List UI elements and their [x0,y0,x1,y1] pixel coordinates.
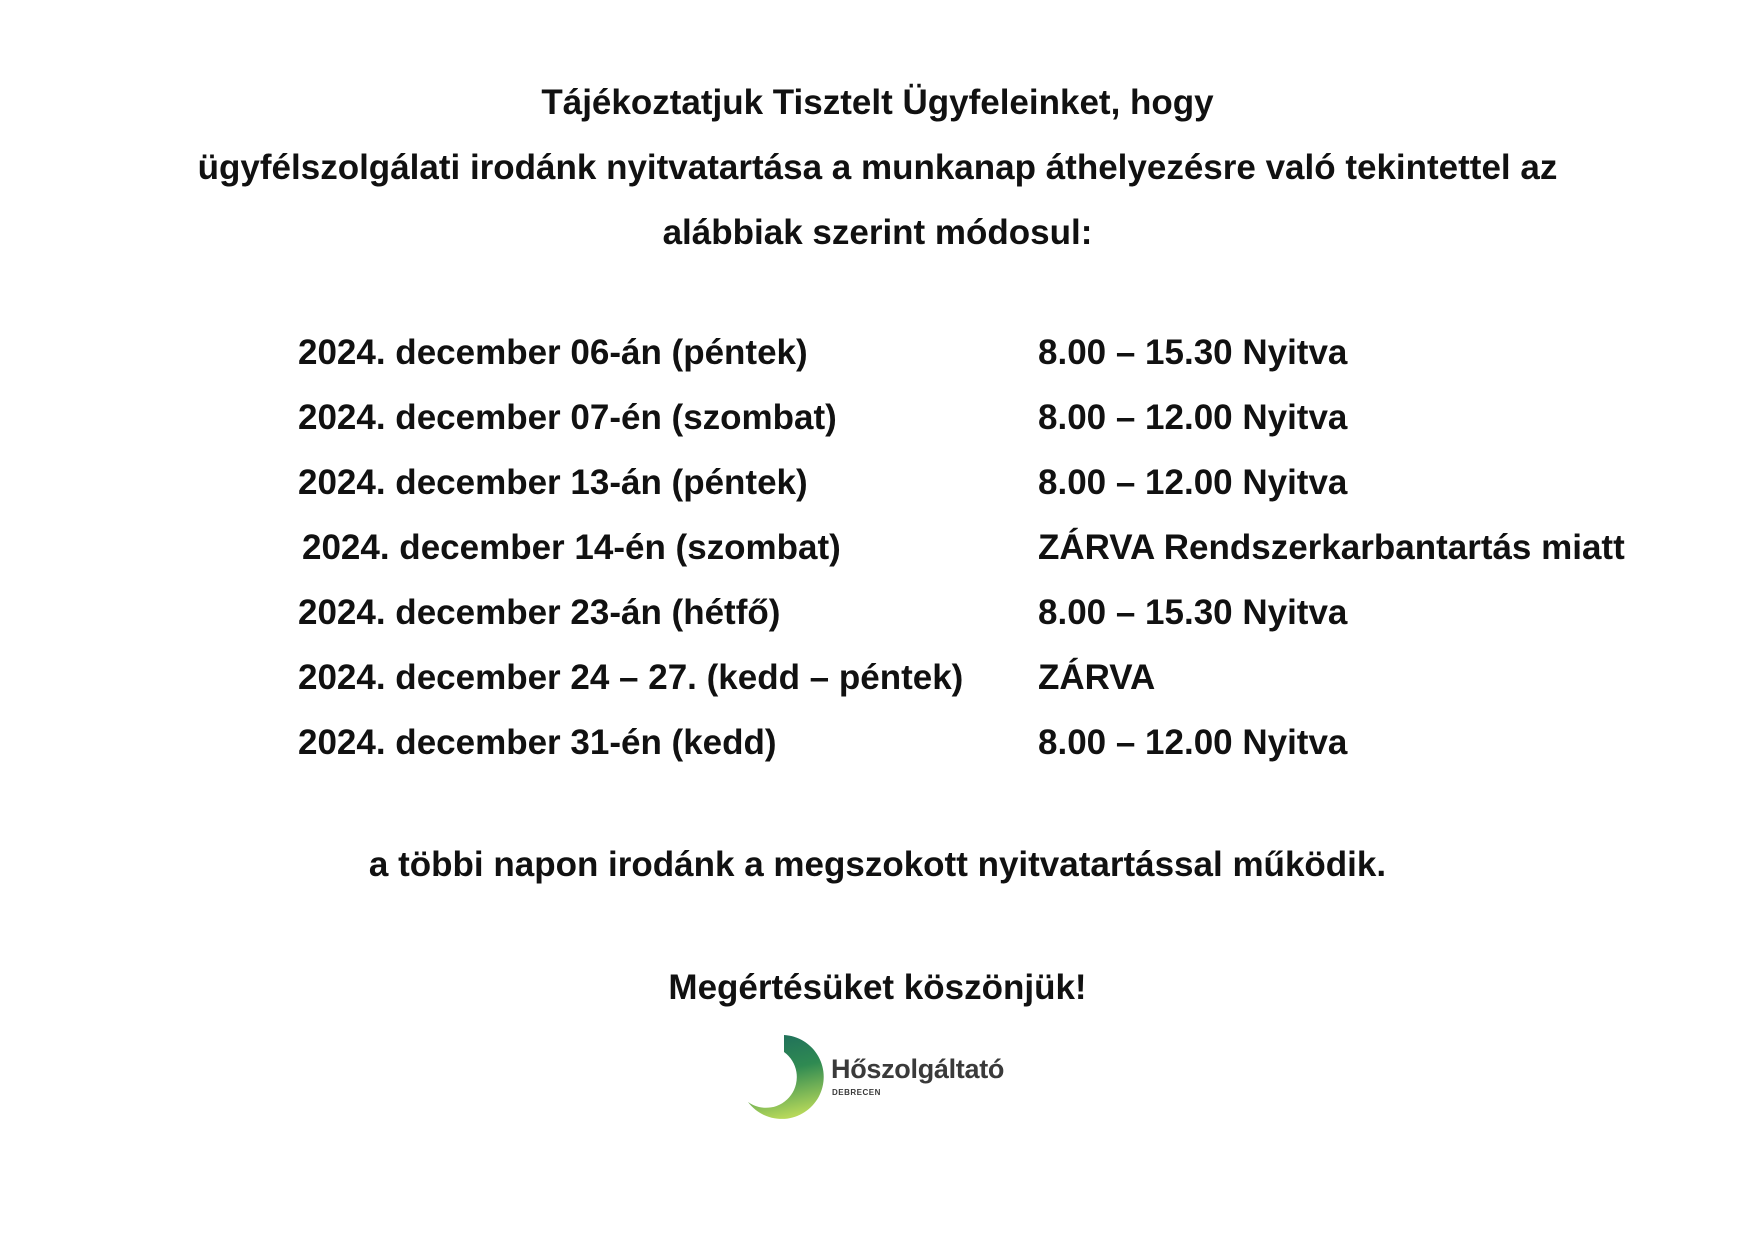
intro-line-2: ügyfélszolgálati irodánk nyitvatartása a munkanap áthelyezésre való tekintettel az [197,148,1558,187]
schedule-date: 2024. december 06-án (péntek) [298,333,808,372]
schedule-row [298,385,1718,450]
schedule-status: 8.00 – 15.30 Nyitva [1038,333,1348,372]
closing-text: a többi napon irodánk a megszokott nyitvatartással működik. [368,845,1387,884]
logo-city-name: DEBRECEN [832,1088,881,1097]
schedule-row [298,710,1718,775]
logo-arc-icon [738,1030,828,1125]
company-logo [738,1030,1018,1125]
schedule-status: 8.00 – 15.30 Nyitva [1038,593,1348,632]
intro-line-1: Tájékoztatjuk Tisztelt Ügyfeleinket, hogy [541,83,1214,122]
schedule-row [298,450,1718,515]
intro-line-3: alábbiak szerint módosul: [662,213,1093,252]
intro-text [0,70,1755,265]
schedule-row [298,515,1718,580]
schedule-status: ZÁRVA [1038,658,1156,697]
logo-brand-name: Hőszolgáltató [831,1054,1005,1084]
schedule-status: 8.00 – 12.00 Nyitva [1038,723,1348,762]
thanks-text: Megértésüket köszönjük! [668,968,1087,1007]
schedule-status: 8.00 – 12.00 Nyitva [1038,463,1348,502]
schedule-date: 2024. december 07-én (szombat) [298,398,837,437]
schedule-date: 2024. december 31-én (kedd) [298,723,777,762]
schedule-date: 2024. december 13-án (péntek) [298,463,808,502]
schedule-row [298,580,1718,645]
schedule-row [298,645,1718,710]
schedule-status: 8.00 – 12.00 Nyitva [1038,398,1348,437]
schedule-date: 2024. december 23-án (hétfő) [298,593,781,632]
schedule-date: 2024. december 24 – 27. (kedd – péntek) [298,658,964,697]
schedule-date: 2024. december 14-én (szombat) [302,528,841,567]
opening-hours-schedule [298,320,1718,775]
schedule-status: ZÁRVA Rendszerkarbantartás miatt [1038,528,1625,567]
schedule-row [298,320,1718,385]
